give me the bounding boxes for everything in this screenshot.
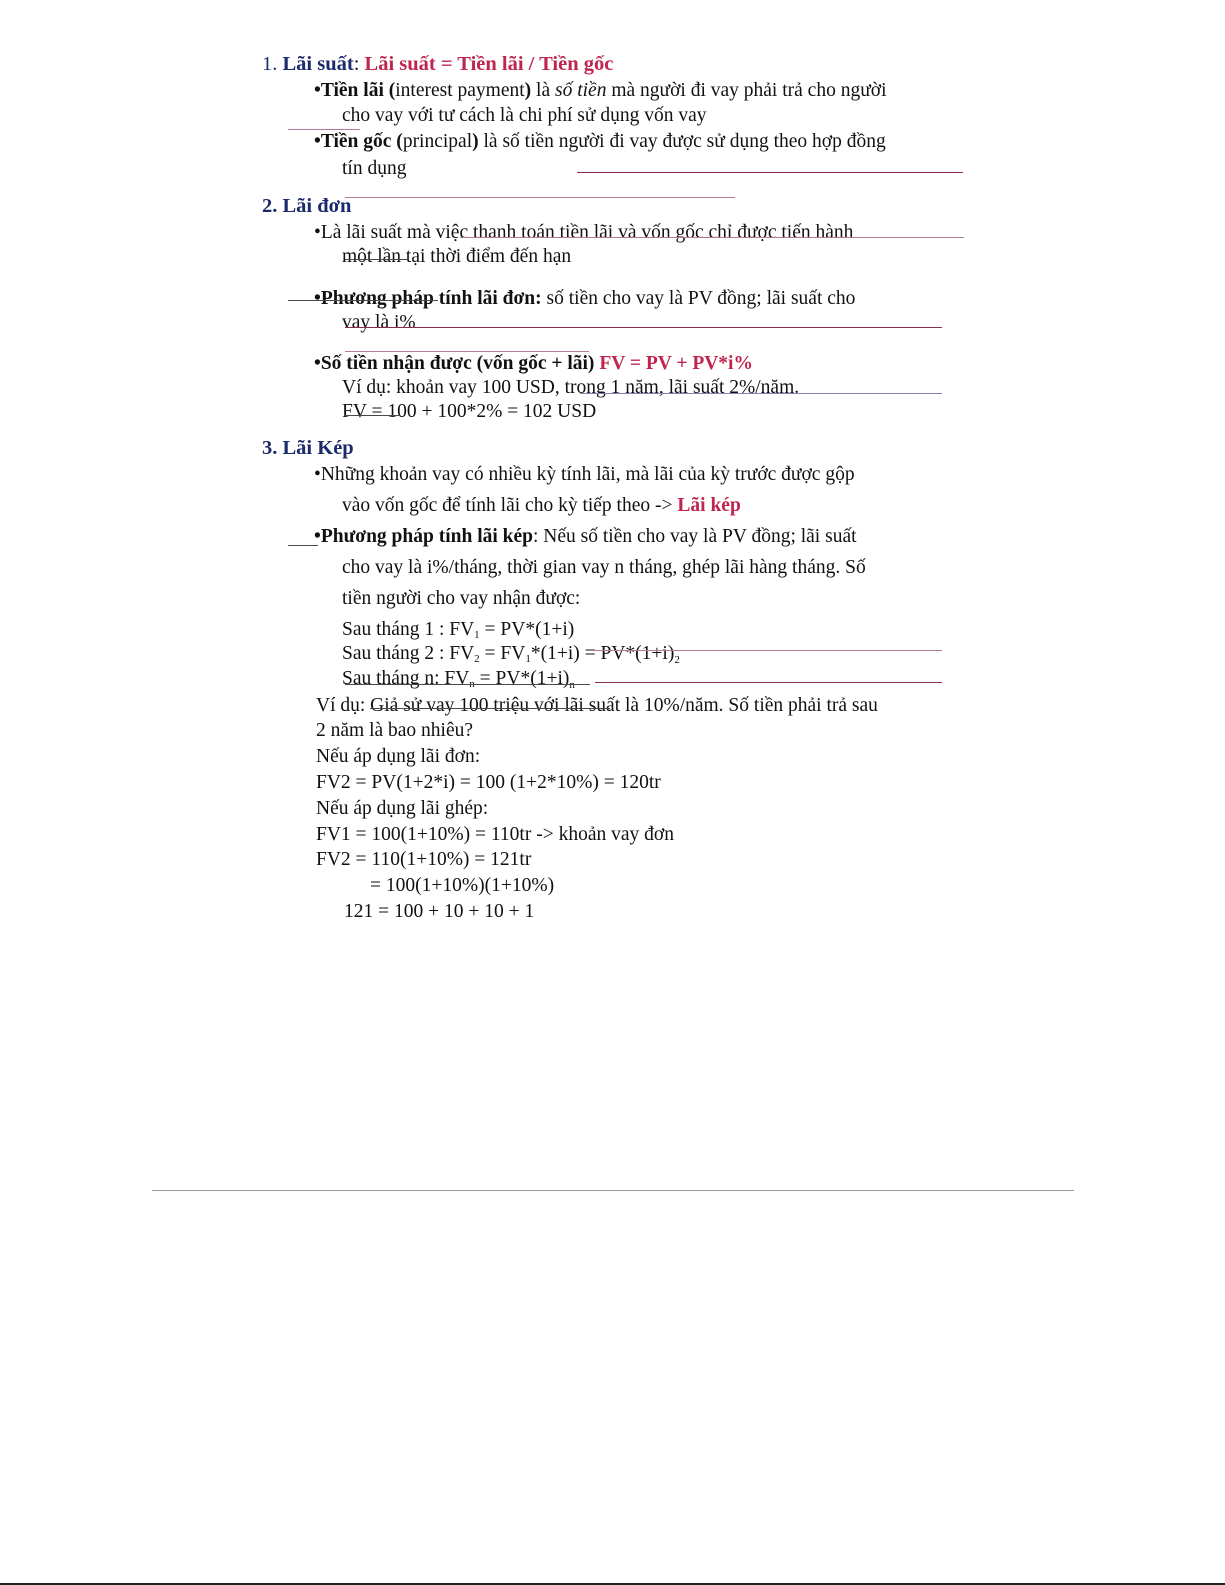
text: = PV*(1+i) [479,619,575,640]
annotation-line [288,129,360,130]
bullet-line: cho vay với tư cách là chi phí sử dụng vốn vay [342,105,707,126]
term-label: •Phương pháp tính lãi kép [314,526,533,547]
text: : Nếu số tiền cho vay là PV đồng; lãi suất [533,526,857,547]
section-number: 3. [262,437,278,459]
subscript: 2 [474,653,480,665]
term-label: •Tiền gốc ( [314,131,403,152]
formula-month-n [342,667,575,697]
annotation-line [345,351,589,352]
text: là [531,80,555,101]
bullet-principal [314,130,886,154]
term-label: •Số tiền nhận được (vốn gốc + lãi) [314,353,595,374]
text: Sau tháng n: FV [342,668,470,689]
emphasis: số tiền [554,80,607,101]
bullet-line: tiền người cho vay nhận được: [342,588,581,609]
section-1-heading: 1. Lãi suất: Lãi suất = Tiền lãi / Tiền gốc [262,53,614,75]
english-term: principal [402,131,473,152]
example-line: FV1 = 100(1+10%) = 110tr -> khoản vay đơn [316,824,674,845]
annotation-line [288,300,438,301]
annotation-line [580,393,942,394]
example-line: Nếu áp dụng lãi ghép: [316,798,489,819]
section-number: 1. [262,53,278,75]
annotation-line [345,415,400,416]
english-term: interest payment [395,80,525,101]
annotation-line [577,172,963,173]
section-2-heading [262,194,351,218]
bullet-line [342,494,741,518]
annotation-line [345,197,735,198]
bullet-compound-method [314,525,857,549]
annotation-line [288,545,318,546]
annotation-line [595,682,942,683]
bullet-compound-definition: •Những khoản vay có nhiều kỳ tính lãi, mà lãi của kỳ trước được gộp [314,464,855,485]
text: Sau tháng 2 : FV [342,643,475,664]
page-divider [152,1190,1074,1191]
term-label: •Phương pháp tính lãi đơn: [314,288,542,309]
example-line: FV2 = PV(1+2*i) = 100 (1+2*10%) = 120tr [316,772,661,793]
example-line: Ví dụ: khoản vay 100 USD, trong 1 năm, lãi suất 2%/năm. [342,377,800,398]
bullet-line: cho vay là i%/tháng, thời gian vay n tháng, ghép lãi hàng tháng. Số [342,557,866,578]
section-title: Lãi suất [282,53,354,75]
paren: ) [524,80,532,101]
text: = PV*(1+i) [474,668,570,689]
subscript: n [469,678,475,690]
future-value-formula: FV = PV + PV*i% [599,353,753,374]
bullet-line: vay là i% [342,312,416,333]
text: Sau tháng 1 : FV [342,619,475,640]
bullet-simple-interest-method [314,287,855,311]
example-line: FV2 = 110(1+10%) = 121tr [316,849,532,870]
paren: ) [472,131,479,152]
text: *(1+i) = PV*(1+i) [530,643,675,664]
bullet-line: một lần tại thời điểm đến hạn [342,246,572,267]
annotation-line [345,327,942,328]
exponent: n [569,679,575,691]
example-line: = 100(1+10%)(1+10%) [370,875,555,896]
annotation-line [345,684,590,685]
exponent: 2 [674,654,680,666]
term-label: •Tiền lãi ( [314,80,396,101]
bullet-interest-payment [314,79,887,103]
section-title: Lãi đơn [282,195,352,217]
bullet-simple-interest-definition: •Là lãi suất mà việc thanh toán tiền lãi và vốn gốc chỉ được tiến hành [314,222,854,243]
text: số tiền cho vay là PV đồng; lãi suất cho [541,288,856,309]
annotation-line [460,237,964,238]
text: = FV [479,643,526,664]
text: mà người đi vay phải trả cho người [606,80,887,101]
section-number: 2. [262,195,278,217]
section-3-heading [262,436,354,460]
example-question: Ví dụ: Giả sử vay 100 triệu với lãi suất là 10%/năm. Số tiền phải trả sau [316,695,878,716]
compound-interest-term: Lãi kép [677,495,741,516]
interest-rate-formula: Lãi suất = Tiền lãi / Tiền gốc [364,53,614,75]
example-line: Nếu áp dụng lãi đơn: [316,746,481,767]
example-question: 2 năm là bao nhiêu? [316,720,474,741]
bullet-amount-received [314,352,753,376]
annotation-line [345,259,407,260]
text: là số tiền người đi vay được sử dụng theo hợp đồng [478,131,886,152]
example-line: 121 = 100 + 10 + 10 + 1 [344,901,535,922]
text: vào vốn gốc để tính lãi cho kỳ tiếp theo -> [342,495,678,516]
example-line: FV = 100 + 100*2% = 102 USD [342,401,597,422]
section-title: Lãi Kép [282,437,354,459]
annotation-line [370,708,610,709]
subscript: 1 [474,629,480,641]
bullet-line: tín dụng [342,158,407,179]
annotation-line [590,650,942,651]
subscript: 1 [525,653,531,665]
